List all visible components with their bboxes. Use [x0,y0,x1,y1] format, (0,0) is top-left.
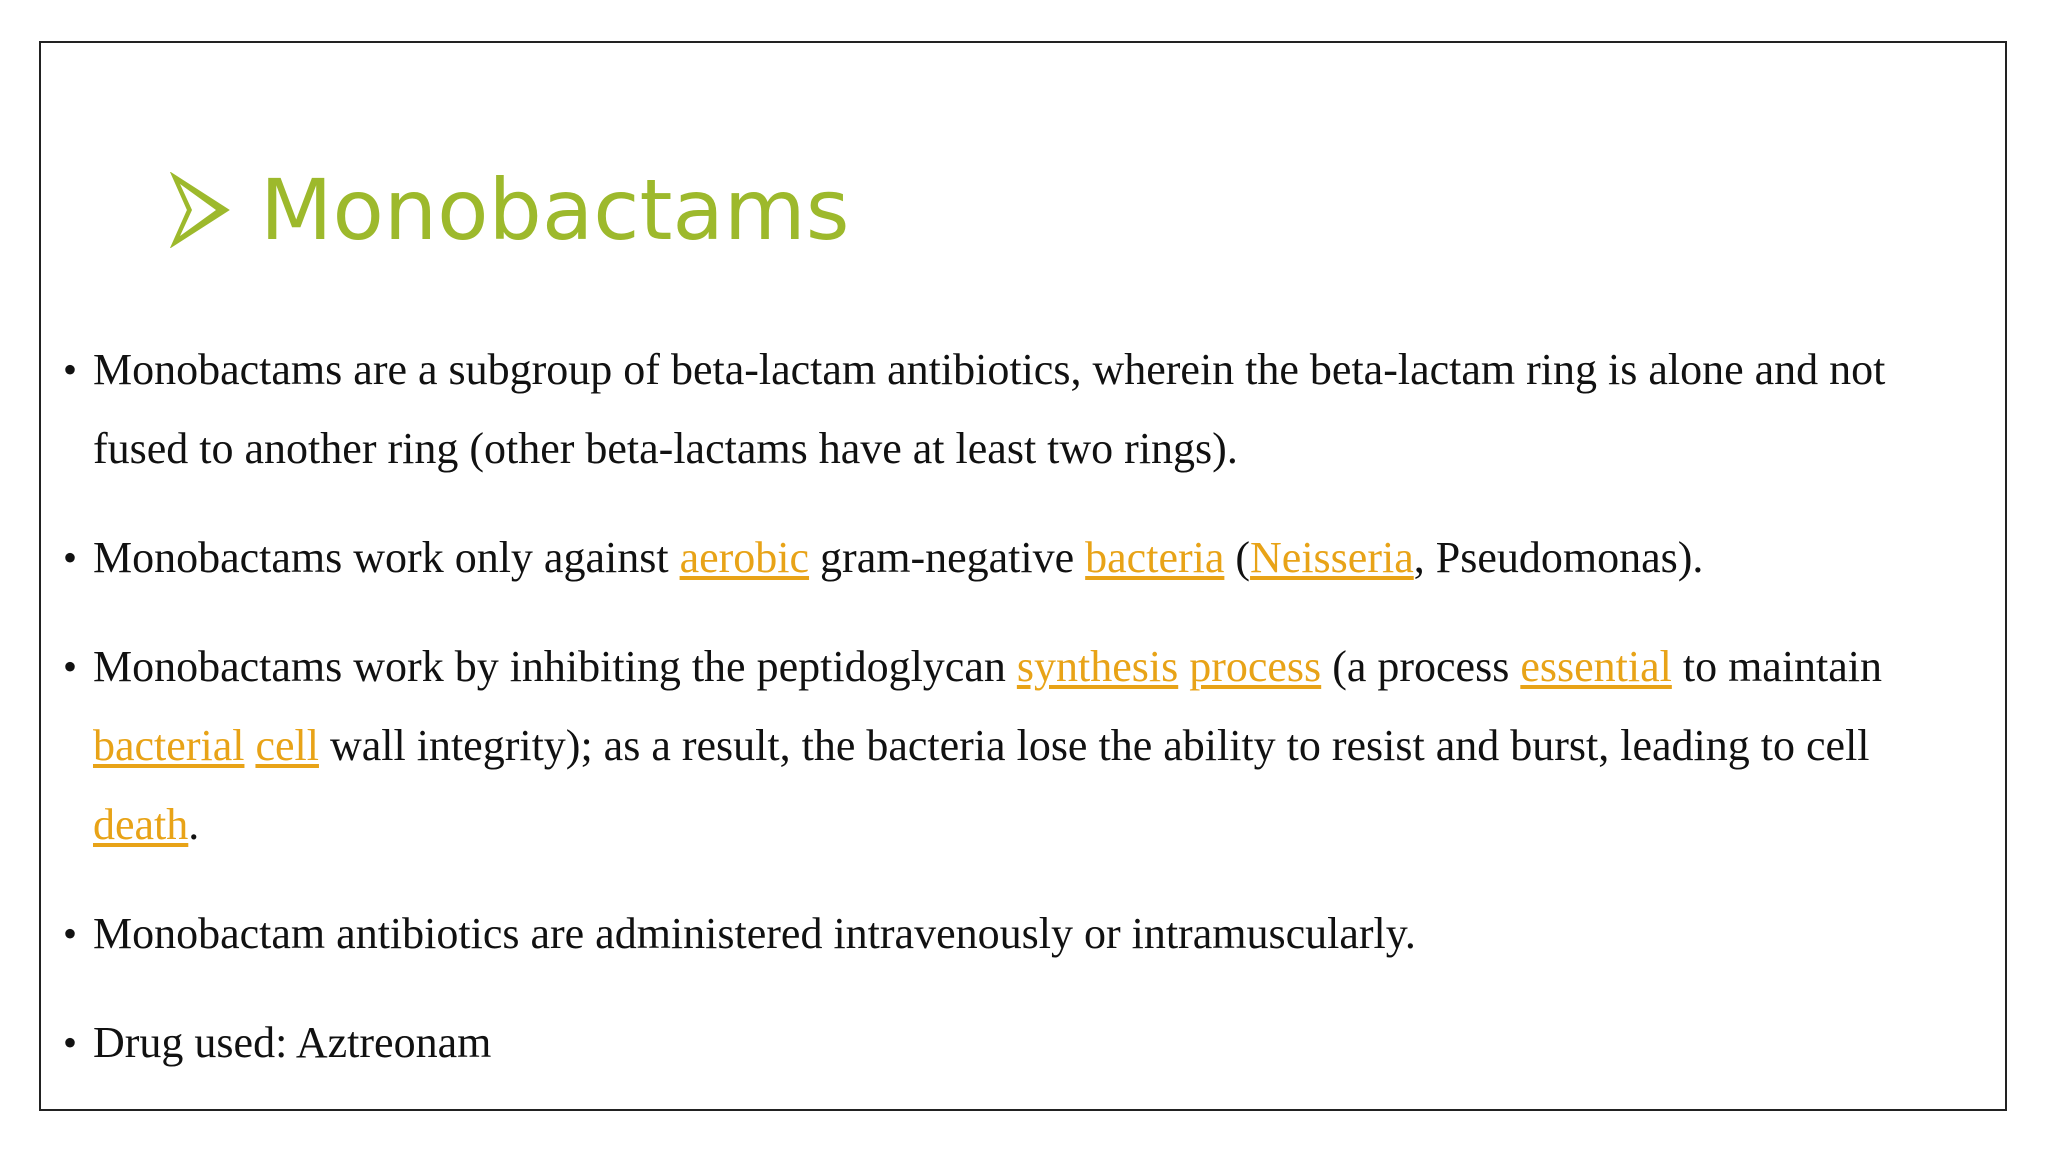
bullet-text: Monobactams work only against [93,533,680,582]
slide-title: Monobactams [260,161,850,259]
bullet-item [63,330,1973,488]
bullet-item [63,894,1973,973]
hyperlink-process[interactable]: process [1189,642,1322,691]
hyperlink-aerobic[interactable]: aerobic [679,533,810,582]
bullet-text: wall integrity); as a result, the bacteria lose the ability to resist and burst, leading to cell [318,721,1870,770]
bullet-text: . [188,800,200,849]
bullet-text: ( [1224,533,1251,582]
bullet-list [63,330,1973,1112]
bullet-dot-icon: • [63,644,78,689]
bullet-text [1178,642,1189,691]
bullet-text: Monobactam antibiotics are administered intravenously or intramuscularly. [93,909,1416,958]
hyperlink-bacterial[interactable]: bacterial [93,721,245,770]
bullet-text: , Pseudomonas). [1413,533,1704,582]
bullet-text: Monobactams work by inhibiting the peptidoglycan [93,642,1017,691]
bullet-dot-icon: • [63,911,78,956]
bullet-text: (a process [1321,642,1521,691]
bullet-dot-icon: • [63,1020,78,1065]
hyperlink-death[interactable]: death [93,800,189,849]
bullet-text [244,721,255,770]
bullet-text: Drug used: Aztreonam [93,1018,492,1067]
hyperlink-neisseria[interactable]: Neisseria [1250,533,1414,582]
hyperlink-cell[interactable]: cell [255,721,319,770]
bullet-item [63,1003,1973,1082]
bullet-text: Monobactams are a subgroup of beta-lactam antibiotics, wherein the beta-lactam ring is alone and not fused to another ring (other beta-lactams have at least two rings). [93,345,1886,473]
bullet-text: gram-negative [809,533,1086,582]
bullet-dot-icon: • [63,347,78,392]
slide-title-row [170,150,849,270]
hyperlink-essential[interactable]: essential [1520,642,1672,691]
bullet-item [63,627,1973,864]
hyperlink-bacteria[interactable]: bacteria [1085,533,1225,582]
hyperlink-synthesis[interactable]: synthesis [1016,642,1179,691]
bullet-item [63,518,1973,597]
bullet-dot-icon: • [63,535,78,580]
bullet-text: to maintain [1671,642,1883,691]
arrowhead-bullet-icon [170,172,230,248]
